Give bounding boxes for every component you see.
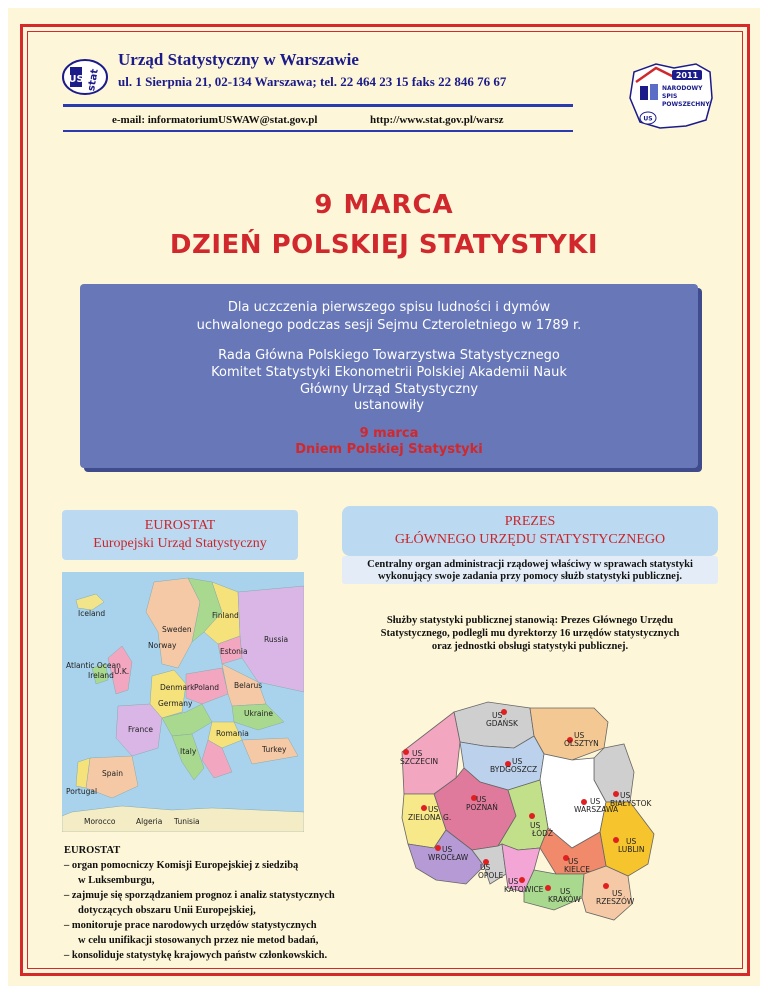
office-label: ZIELONA G. xyxy=(408,813,452,822)
map-label: Estonia xyxy=(220,647,248,656)
office-label: BIAŁYSTOK xyxy=(610,799,652,808)
map-label: Ireland xyxy=(88,671,114,680)
map-label: Turkey xyxy=(262,745,287,754)
office-label: KATOWICE xyxy=(504,885,544,894)
panel-day-name: Dniem Polskiej Statystyki xyxy=(295,442,483,457)
website-link[interactable]: http://www.stat.gov.pl/warsz xyxy=(370,114,504,126)
office-label: US xyxy=(480,863,491,872)
office-label: US xyxy=(612,889,623,898)
office-label: US xyxy=(590,797,601,806)
svg-text:NARODOWY: NARODOWY xyxy=(662,85,703,92)
office-label: KRAKÓW xyxy=(548,895,581,904)
office-label: US xyxy=(530,821,541,830)
header-divider xyxy=(63,104,573,107)
office-label: WARSZAWA xyxy=(574,805,619,814)
office-label: SZCZECIN xyxy=(400,757,439,766)
svg-text:SPIS: SPIS xyxy=(662,93,678,100)
map-label: Tunisia xyxy=(174,817,200,826)
europe-map xyxy=(62,572,304,832)
svg-text:US: US xyxy=(643,115,653,123)
map-label: Morocco xyxy=(84,817,116,826)
main-date-title: 9 MARCA xyxy=(314,190,454,220)
office-label: US xyxy=(512,757,523,766)
panel-line: Komitet Statystyki Ekonometrii Polskiej Akademii Nauk xyxy=(211,365,567,380)
office-label: US xyxy=(492,711,503,720)
office-label: US xyxy=(560,887,571,896)
map-label: Algeria xyxy=(136,817,163,826)
office-label: US xyxy=(626,837,637,846)
map-label: Sweden xyxy=(162,625,192,634)
public-statistics-services-text: Służby statystyki publicznej stanowią: Prezes Głównego Urzędu Statystycznego, podlegli mu dyrektorzy 16 urzędów statystycznych oraz jednostki obsługi statystyki publicznej. xyxy=(380,615,680,652)
office-label: US xyxy=(476,795,487,804)
map-label: Spain xyxy=(102,769,123,778)
prezes-subtitle: GŁÓWNEGO URZĘDU STATYSTYCZNEGO xyxy=(394,532,666,547)
svg-text:US: US xyxy=(68,74,84,85)
office-label: GDAŃSK xyxy=(486,719,518,728)
email-link[interactable]: e-mail: informatoriumUSWAW@stat.gov.pl xyxy=(112,114,318,126)
office-label: OPOLE xyxy=(478,871,504,880)
map-label: Norway xyxy=(148,641,177,650)
panel-line: ustanowiły xyxy=(354,398,424,413)
office-label: US xyxy=(508,877,519,886)
header-divider-bottom xyxy=(63,130,573,132)
eurostat-title: EUROSTAT xyxy=(144,518,216,533)
map-label: Ukraine xyxy=(244,709,273,718)
office-label: US xyxy=(428,805,439,814)
map-label: Germany xyxy=(158,699,193,708)
office-label: ŁÓDŹ xyxy=(532,829,554,838)
office-label: KIELCE xyxy=(564,865,591,874)
office-label: OLSZTYN xyxy=(564,739,599,748)
announcement-panel xyxy=(80,284,698,468)
panel-date: 9 marca xyxy=(359,426,419,441)
eurostat-subtitle: Europejski Urząd Statystyczny xyxy=(93,536,267,551)
map-label: Portugal xyxy=(66,787,98,796)
office-label: LUBLIN xyxy=(618,845,645,854)
map-label: Denmark xyxy=(160,683,195,692)
map-label: Russia xyxy=(264,635,289,644)
panel-line: Dla uczczenia pierwszego spisu ludności i dymów xyxy=(227,300,551,315)
eurostat-description: EUROSTAT – organ pomocniczy Komisji Europejskiej z siedzibą w Luksemburgu, – zajmuje się sporządzaniem prognoz i analiz statystycznych dotyczących obszaru Unii Europejskiej, – monitoruje prace narodowych urzędów statystycznych w celu unifikacji stosowanych przez nie metod badań, – konsoliduje statystykę krajowych państw członkowskich. xyxy=(64,845,335,961)
svg-text:POWSZECHNY: POWSZECHNY xyxy=(662,101,710,108)
map-label: Atlantic Ocean xyxy=(66,661,121,670)
office-label: POZNAŃ xyxy=(466,803,498,812)
office-label: US xyxy=(620,791,631,800)
office-label: US xyxy=(568,857,579,866)
prezes-description: Centralny organ administracji rządowej właściwy w sprawach statystyki wykonujący swoje zadania przy pomocy służb statystyki publicznej. xyxy=(342,556,718,584)
map-label: France xyxy=(128,725,153,734)
panel-line: uchwalonego podczas sesji Sejmu Czteroletniego w 1789 r. xyxy=(196,318,582,333)
office-label: US xyxy=(412,749,423,758)
office-label: WROCŁAW xyxy=(428,853,469,862)
prezes-heading-box xyxy=(342,506,718,556)
office-label: US xyxy=(574,731,585,740)
map-label: Belarus xyxy=(234,681,263,690)
office-label: BYDGOSZCZ xyxy=(490,765,538,774)
poland-offices-map xyxy=(394,698,666,924)
office-name: Urząd Statystyczny w Warszawie xyxy=(118,50,359,69)
map-label: Romania xyxy=(216,729,249,738)
us-stat-logo xyxy=(62,58,108,96)
map-label: Finland xyxy=(212,611,239,620)
office-address: ul. 1 Sierpnia 21, 02-134 Warszawa; tel. 22 464 23 15 faks 22 846 76 67 xyxy=(118,74,507,89)
map-label: Italy xyxy=(180,747,197,756)
map-label: Iceland xyxy=(78,609,106,618)
eurostat-heading-box xyxy=(62,510,298,560)
census-year: 2011 xyxy=(675,71,699,80)
main-day-title: DZIEŃ POLSKIEJ STATYSTYKI xyxy=(169,230,599,260)
office-label: US xyxy=(442,845,453,854)
map-label: Poland xyxy=(194,683,220,692)
svg-text:stat: stat xyxy=(86,68,101,93)
panel-line: Główny Urząd Statystyczny xyxy=(299,382,479,397)
panel-line: Rada Główna Polskiego Towarzystwa Statystycznego xyxy=(218,348,560,363)
prezes-title: PREZES xyxy=(504,514,556,529)
map-label: U.K. xyxy=(114,667,130,676)
census-2011-logo xyxy=(626,58,716,130)
office-label: RZESZÓW xyxy=(596,897,635,906)
